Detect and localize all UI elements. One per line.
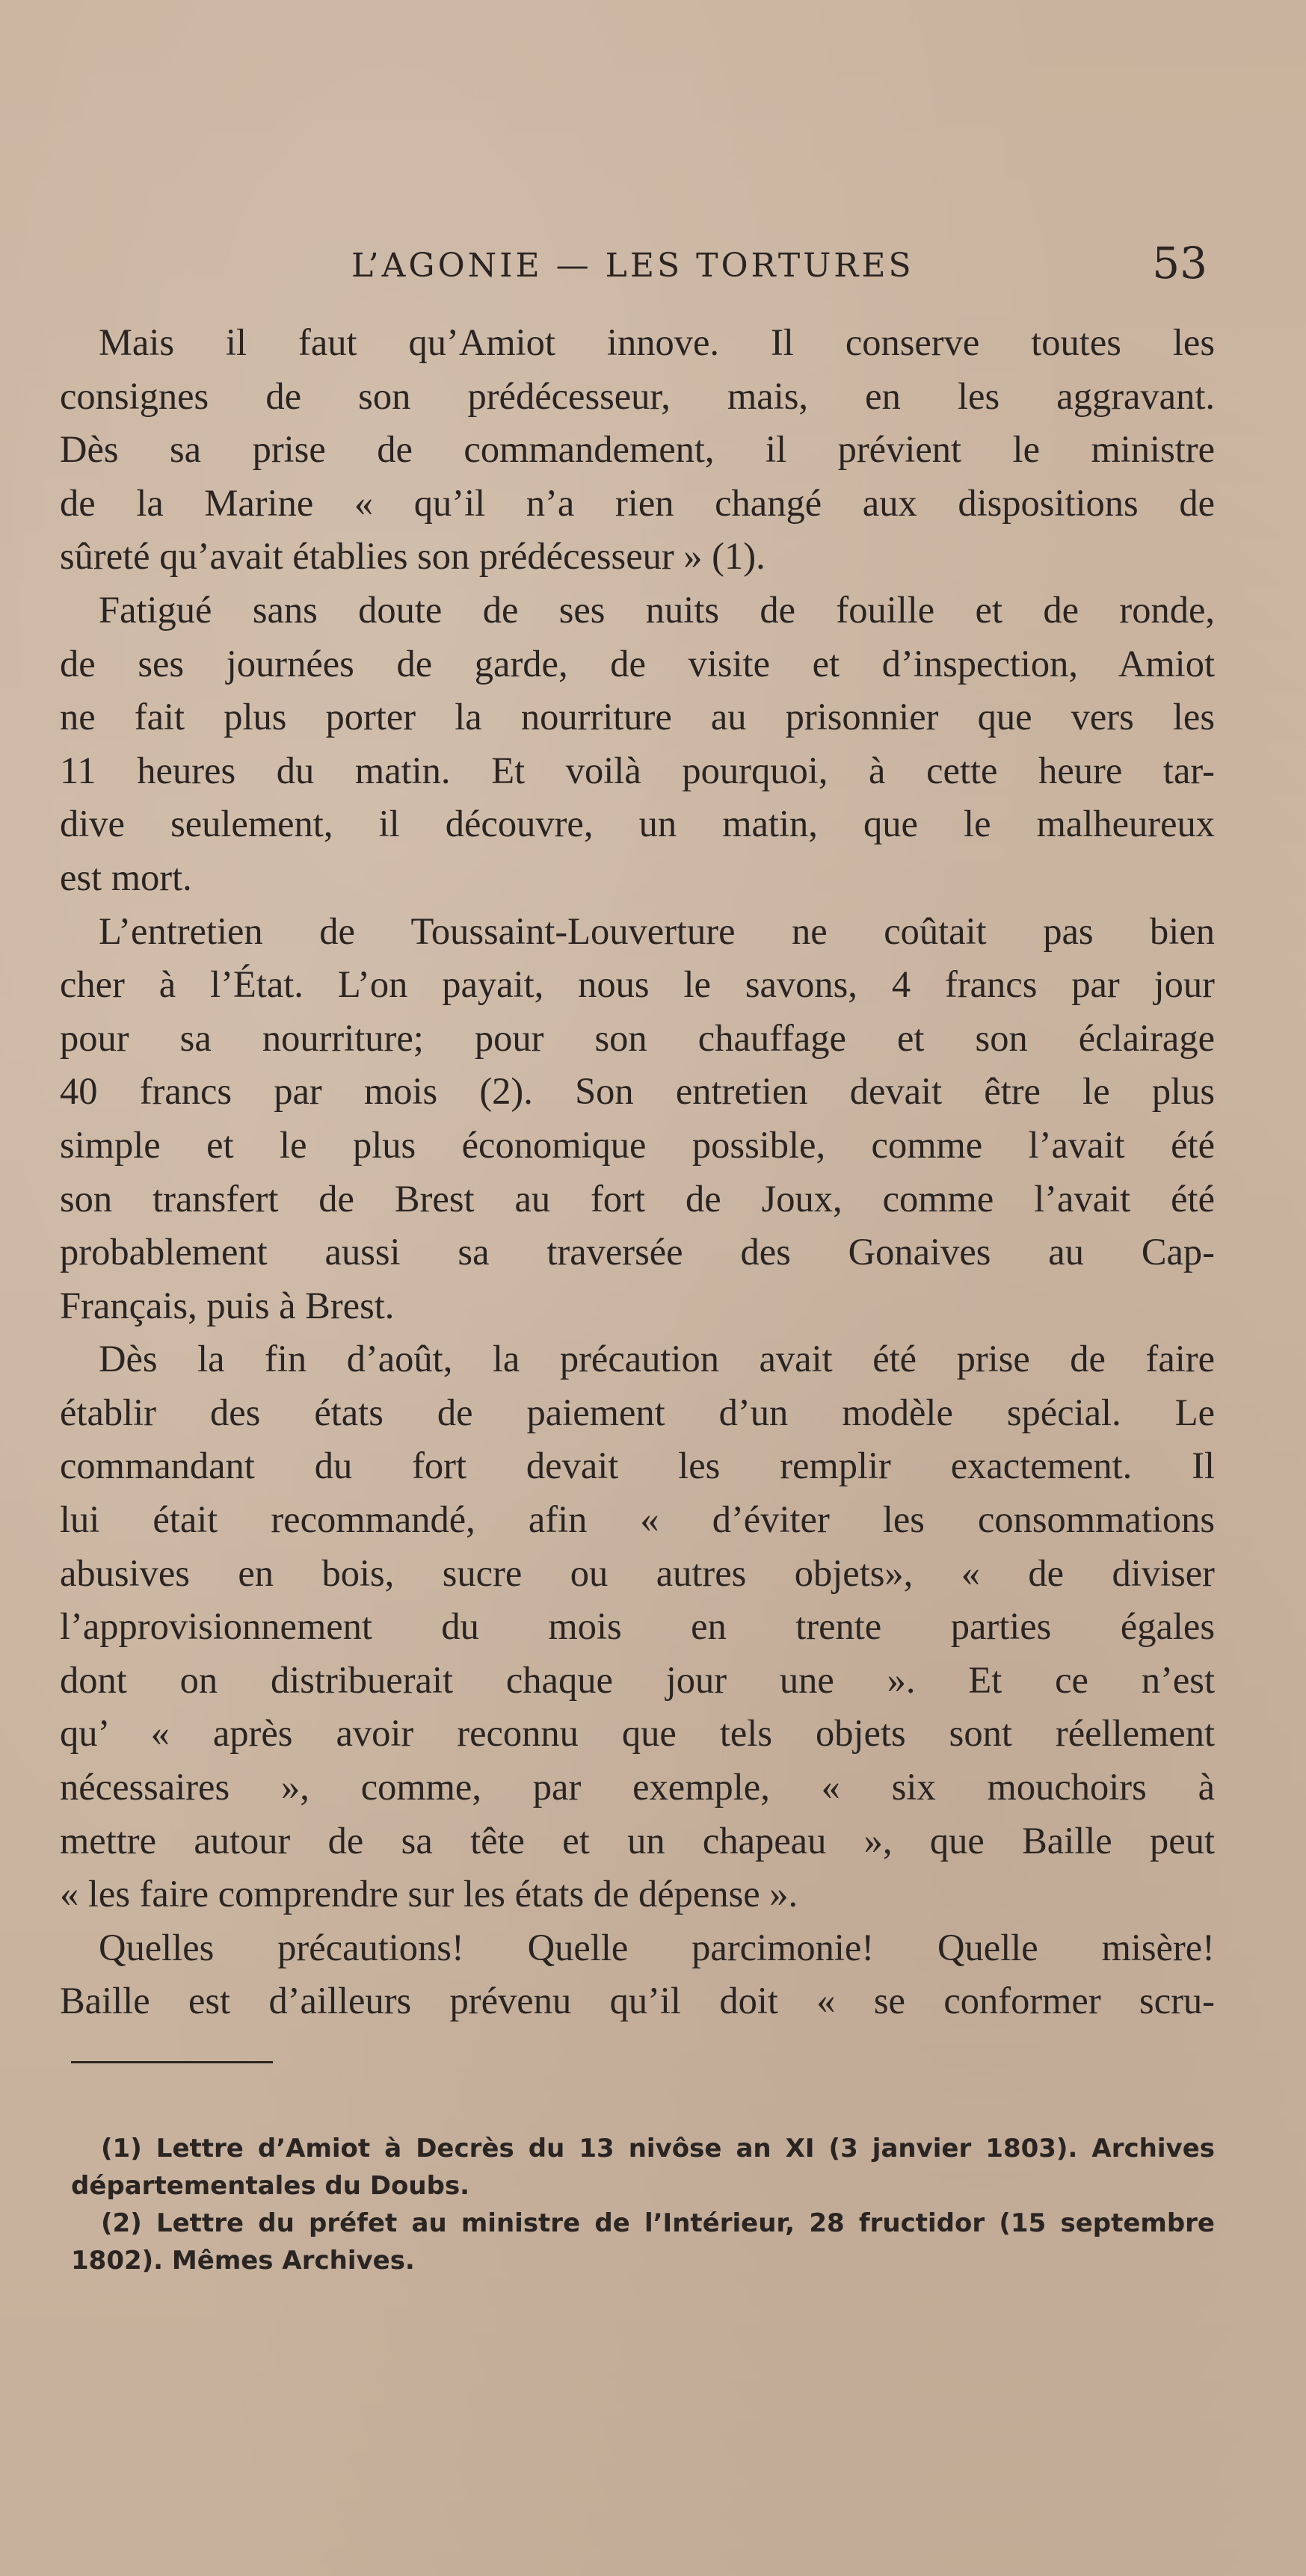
text-line: de la Marine « qu’il n’a rien changé aux dispositions de: [60, 481, 1215, 524]
footnote-line: (1) Lettre d’Amiot à Decrès du 13 nivôse an XI (3 janvier 1803). Archives: [101, 2134, 1215, 2163]
text-line: de ses journées de garde, de visite et d’inspection, Amiot: [60, 642, 1215, 685]
text-line: Dès sa prise de commandement, il prévient le ministre: [60, 428, 1215, 471]
text-line: dive seulement, il découvre, un matin, que le malheureux: [60, 803, 1215, 845]
text-line: mettre autour de sa tête et un chapeau », que Baille peut: [60, 1819, 1215, 1862]
text-line: Fatigué sans doute de ses nuits de fouille et de ronde,: [99, 588, 1215, 631]
text-line: ne fait plus porter la nourriture au prisonnier que vers les: [60, 696, 1215, 738]
text-line: sûreté qu’avait établies son prédécesseur » (1).: [60, 535, 766, 578]
text-line: Baille est d’ailleurs prévenu qu’il doit « se conformer scru-: [60, 1980, 1215, 2022]
text-line: nécessaires », comme, par exemple, « six mouchoirs à: [60, 1766, 1215, 1809]
text-line: Dès la fin d’août, la précaution avait été prise de faire: [99, 1338, 1215, 1380]
text-line: Quelles précautions! Quelle parcimonie! Quelle misère!: [99, 1926, 1215, 1968]
text-line: qu’ « après avoir reconnu que tels objets sont réellement: [60, 1712, 1215, 1755]
text-line: 11 heures du matin. Et voilà pourquoi, à cette heure tar-: [60, 749, 1215, 791]
page-number: 53: [1152, 238, 1207, 288]
text-line: son transfert de Brest au fort de Joux, comme l’avait été: [60, 1177, 1215, 1220]
text-line: cher à l’État. L’on payait, nous le savons, 4 francs par jour: [60, 963, 1215, 1006]
footnote-line: 1802). Mêmes Archives.: [71, 2246, 415, 2276]
text-line: simple et le plus économique possible, comme l’avait été: [60, 1123, 1215, 1166]
text-line: L’entretien de Toussaint-Louverture ne coûtait pas bien: [99, 909, 1215, 952]
text-line: abusives en bois, sucre ou autres objets», « de diviser: [60, 1551, 1215, 1594]
text-line: établir des états de paiement d’un modèle spécial. Le: [60, 1391, 1215, 1433]
footnote-divider: [71, 2061, 273, 2063]
body-text: [60, 316, 1215, 2028]
text-line: est mort.: [60, 856, 192, 898]
text-line: consignes de son prédécesseur, mais, en les aggravant.: [60, 374, 1215, 417]
text-line: « les faire comprendre sur les états de dépense ».: [60, 1873, 798, 1915]
text-line: l’approvisionnement du mois en trente parties égales: [60, 1605, 1215, 1648]
page-header: [351, 238, 1233, 305]
footnotes: [71, 2130, 1215, 2279]
text-line: 40 francs par mois (2). Son entretien devait être le plus: [60, 1070, 1215, 1113]
text-line: commandant du fort devait les remplir exactement. Il: [60, 1445, 1215, 1487]
text-line: probablement aussi sa traversée des Gonaives au Cap-: [60, 1231, 1215, 1273]
footnote-line: départementales du Doubs.: [71, 2171, 470, 2201]
footnote-line: (2) Lettre du préfet au ministre de l’Intérieur, 28 fructidor (15 septembre: [101, 2208, 1215, 2238]
text-line: Mais il faut qu’Amiot innove. Il conserve toutes les: [99, 321, 1215, 363]
running-title: L’AGONIE — LES TORTURES: [351, 247, 914, 285]
text-line: lui était recommandé, afin « d’éviter les consommations: [60, 1498, 1215, 1541]
text-line: Français, puis à Brest.: [60, 1284, 395, 1326]
text-line: pour sa nourriture; pour son chauffage et son éclairage: [60, 1016, 1215, 1059]
text-line: dont on distribuerait chaque jour une ». Et ce n’est: [60, 1658, 1215, 1701]
